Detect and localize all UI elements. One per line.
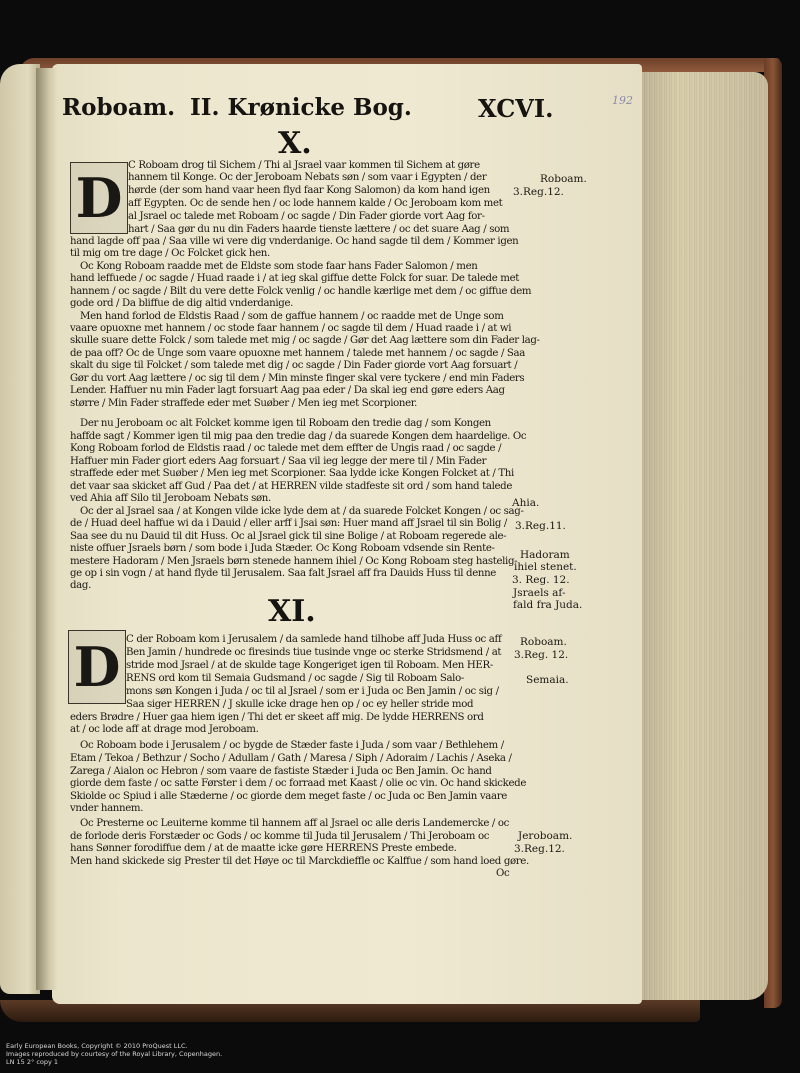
text-line: hart / Saa gør du nu din Faders haarde tienste lættere / oc det suare Aag / som	[128, 224, 510, 235]
text-line: hannem / oc sagde / Bilt du vere dette Folck venlig / oc handle kærlige met dem / oc giffue dem	[70, 286, 532, 297]
margin-note: Jeroboam.	[518, 830, 573, 842]
margin-note: Jsraels af-	[513, 587, 566, 599]
text-line: Lender. Haffuer nu min Fader lagt forsuart Aag paa eder / Da skal ieg end gøre eders Aag	[70, 385, 505, 396]
text-line: Men hand forlod de Eldstis Raad / som de gaffue hannem / oc raadde met de Unge som	[80, 311, 504, 322]
footer-credit: Images reproduced by courtesy of the Royal Library, Copenhagen.	[6, 1050, 223, 1058]
header-left: Roboam.	[62, 94, 176, 121]
text-line: Oc der al Jsrael saa / at Kongen vilde icke lyde dem at / da suarede Folcket Kongen / oc sag-	[80, 506, 524, 517]
text-line: haffde sagt / Kommer igen til mig paa den tredie dag / da suarede Kongen dem haardelige. Oc	[70, 431, 527, 442]
text-line: hans Sønner forodiffue dem / at de maatte icke gøre HERRENS Preste embede.	[70, 843, 457, 854]
text-line: hørde (der som hand vaar heen flyd faar Kong Salomon) da kom hand igen	[128, 185, 490, 196]
text-line: Oc Roboam bode i Jerusalem / oc bygde de Stæder faste i Juda / som vaar / Bethlehem /	[80, 740, 504, 751]
text-line: Ben Jamin / hundrede oc firesinds tiue tusinde vnge oc sterke Stridsmend / at	[126, 647, 502, 658]
text-line: stride mod Jsrael / at de skulde tage Kongeriget igen til Roboam. Men HER-	[126, 660, 493, 671]
text-line: Saa siger HERREN / J skulle icke drage hen op / oc ey heller stride mod	[126, 699, 474, 710]
text-line: niste offuer Jsraels børn / som bode i Juda Stæder. Oc Kong Roboam vdsende sin Rente-	[70, 543, 495, 554]
text-line: straffede eder met Suøber / Men ieg met Scorpioner. Saa lydde icke Kongen Folcket at / Thi	[70, 468, 514, 479]
margin-note: ihiel stenet.	[514, 561, 577, 573]
text-line: hannem til Konge. Oc der Jeroboam Nebats søn / som vaar i Egypten / der	[128, 172, 487, 183]
header-title: II. Krønicke Bog.	[190, 94, 412, 121]
text-line: Etam / Tekoa / Bethzur / Socho / Adullam / Gath / Maresa / Siph / Adoraim / Lachis / Aseka /	[70, 753, 512, 764]
chapter-heading-xi: XI.	[268, 594, 316, 629]
text-line: ge op i sin vogn / at hand flyde til Jerusalem. Saa falt Jsrael aff fra Dauids Huss til denne	[70, 568, 496, 579]
margin-note: fald fra Juda.	[513, 599, 583, 611]
text-line: mons søn Kongen i Juda / oc til al Jsrael / som er i Juda oc Ben Jamin / oc sig /	[126, 686, 499, 697]
text-line: Haffuer min Fader giort eders Aag forsuart / Saa vil ieg legge der mere til / Min Fader	[70, 456, 487, 467]
decorated-initial-1: D	[70, 162, 128, 234]
margin-note: 3. Reg. 12.	[512, 574, 570, 586]
text-line: hand lagde off paa / Saa ville wi vere dig vnderdanige. Oc hand sagde til dem / Kommer igen	[70, 236, 519, 247]
text-line: de forlode deris Forstæder oc Gods / oc komme til Juda til Jerusalem / Thi Jeroboam oc	[70, 831, 490, 842]
footer-shelfmark: LN 15 2° copy 1	[6, 1058, 59, 1066]
margin-note: Ahia.	[512, 497, 540, 509]
text-line: RENS ord kom til Semaia Gudsmand / oc sagde / Sig til Roboam Salo-	[126, 673, 464, 684]
text-line: Saa see du nu Dauid til dit Huss. Oc al Jsrael gick til sine Bolige / at Roboam regerede ale-	[70, 531, 507, 542]
text-line: Der nu Jeroboam oc alt Folcket komme igen til Roboam den tredie dag / som Kongen	[80, 418, 491, 429]
margin-note: Roboam.	[520, 636, 567, 648]
margin-note: Hadoram	[520, 549, 570, 561]
margin-note: Roboam.	[540, 173, 587, 185]
text-line: aff Egypten. Oc de sende hen / oc lode hannem kalde / Oc Jeroboam kom met	[128, 198, 503, 209]
text-line: Kong Roboam forlod de Eldstis raad / oc talede met dem effter de Ungis raad / oc sagde /	[70, 443, 502, 454]
text-line: Zarega / Aialon oc Hebron / som vaare de fastiste Stæder i Juda oc Ben Jamin. Oc hand	[70, 766, 492, 777]
text-line: C Roboam drog til Sichem / Thi al Jsrael vaar kommen til Sichem at gøre	[128, 160, 480, 171]
fore-edge-shadow	[640, 72, 768, 1000]
chapter-heading-x: X.	[278, 126, 312, 161]
text-line: Oc Kong Roboam raadde met de Eldste som stode faar hans Fader Salomon / men	[80, 261, 478, 272]
text-line: skalt du sige til Folcket / som talede met dig / oc sagde / Din Fader giorde vort Aag forsuart /	[70, 360, 518, 371]
margin-note: 3.Reg.12.	[514, 843, 565, 855]
margin-note: Semaia.	[526, 674, 569, 686]
text-line: at / oc lode aff at drage mod Jeroboam.	[70, 724, 259, 735]
pencil-folio-number: 192	[612, 94, 633, 107]
margin-note: 3.Reg. 12.	[514, 649, 569, 661]
text-line: større / Min Fader straffede eder met Suøber / Men ieg met Scorpioner.	[70, 398, 418, 409]
text-line: eders Brødre / Huer gaa hiem igen / Thi det er skeet aff mig. De lydde HERRENS ord	[70, 712, 484, 723]
text-line: de paa off? Oc de Unge som vaare opuoxne met hannem / talede met hannem / oc sagde / Saa	[70, 348, 525, 359]
left-page-edge	[0, 64, 40, 994]
text-line: ved Ahia aff Silo til Jeroboam Nebats søn.	[70, 493, 271, 504]
text-line: til mig om tre dage / Oc Folcket gick hen.	[70, 248, 270, 259]
text-line: C der Roboam kom i Jerusalem / da samlede hand tilhobe aff Juda Huss oc aff	[126, 634, 502, 645]
running-header	[62, 92, 562, 128]
text-line: vnder hannem.	[70, 803, 144, 814]
text-line: skulle suare dette Folck / som talede met mig / oc sagde / Gør det Aag lættere som din Fader lag-	[70, 335, 540, 346]
text-line: Gør du vort Aag lættere / oc sig til dem / Min minste finger skal vere tyckere / end min Faders	[70, 373, 525, 384]
text-line: det vaar saa skicket aff Gud / Paa det / at HERREN vilde stadfeste sit ord / som hand talede	[70, 481, 513, 492]
text-line: mestere Hadoram / Men Jsraels børn stenede hannem ihiel / Oc Kong Roboam steg hastelig-	[70, 556, 518, 567]
text-line: dag.	[70, 580, 91, 591]
text-line: Skiolde oc Spiud i alle Stæderne / oc giorde dem meget faste / oc Juda oc Ben Jamin vaare	[70, 791, 507, 802]
margin-note: 3.Reg.11.	[515, 520, 566, 532]
text-line: al Jsrael oc talede met Roboam / oc sagde / Din Fader giorde vort Aag for-	[128, 211, 485, 222]
text-line: vaare opuoxne met hannem / oc stode faar hannem / oc sagde til dem / Huad raade i / at wi	[70, 323, 512, 334]
text-line: hand leffuede / oc sagde / Huad raade i / at ieg skal giffue dette Folck for suar. De talede met	[70, 273, 520, 284]
text-line: Oc Presterne oc Leuiterne komme til hannem aff al Jsrael oc alle deris Landemercke / oc	[80, 818, 510, 829]
header-folio-roman: XCVI.	[478, 94, 554, 123]
text-line: gode ord / Da bliffue de dig altid vnderdanige.	[70, 298, 294, 309]
text-line: de / Huad deel haffue wi da i Dauid / eller arff i Jsai søn: Huer mand aff Jsrael til sin Bolig /	[70, 518, 508, 529]
footer-copyright: Early European Books, Copyright © 2010 ProQuest LLC.	[6, 1042, 188, 1050]
catchword: Oc	[496, 868, 510, 879]
margin-note: 3.Reg.12.	[513, 186, 564, 198]
gutter-shadow	[36, 68, 58, 990]
text-line: giorde dem faste / oc satte Førster i dem / oc forraad met Kaast / olie oc vin. Oc hand skickede	[70, 778, 527, 789]
text-line: Men hand skickede sig Prester til det Høye oc til Marckdieffle oc Kalffue / som hand loed gøre.	[70, 856, 529, 867]
decorated-initial-2: D	[68, 630, 126, 704]
